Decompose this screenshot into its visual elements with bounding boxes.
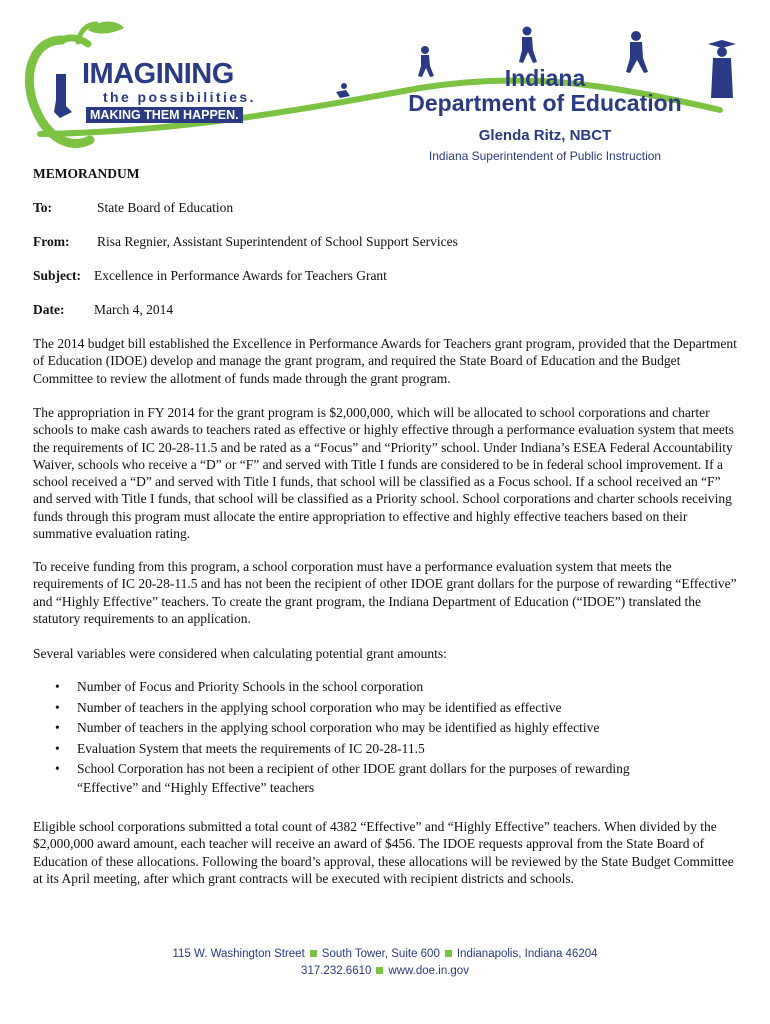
letterhead <box>0 0 770 170</box>
logo-possibilities: the possibilities. <box>103 89 256 105</box>
list-item: • Evaluation System that meets the requirements of IC 20-28-11.5 <box>33 739 723 760</box>
subject-value: Excellence in Performance Awards for Teachers Grant <box>94 268 387 283</box>
to-value: State Board of Education <box>97 200 234 215</box>
footer-city: Indianapolis, Indiana 46204 <box>456 948 598 960</box>
subject-label: Subject: <box>33 268 81 283</box>
footer-suite: South Tower, Suite 600 <box>321 948 440 960</box>
paragraph-4: Several variables were considered when calculating potential grant amounts: <box>33 646 447 661</box>
paragraph-3: To receive funding from this program, a school corporation must have a performance evaluation system that meets the requirements of IC 20-28-11.5 and has not been the recipient of other IDOE grant dollars for the purpose of rewarding “Effective” and “Highly Effective” teachers. To create the grant program, the Indiana Department of Education (“IDOE”) translated the statutory requirements to an application. <box>33 559 737 626</box>
square-bullet-icon <box>445 950 452 957</box>
square-bullet-icon <box>376 967 383 974</box>
list-item: • Number of Focus and Priority Schools in the school corporation <box>33 677 723 698</box>
org-name-line1: Indiana <box>504 65 586 91</box>
footer-website[interactable]: www.doe.in.gov <box>388 965 469 977</box>
paragraph-5: Eligible school corporations submitted a total count of 4382 “Effective” and “Highly Effective” teachers. When divided by the $2,000,000 award amount, each teacher will receive an award of $456. The IDOE requests approval from the State Board of Education of these allocations. Following the board’s approval, these allocations will be reviewed by the State Budget Committee at its April meeting, after which grant contracts will be executed with recipient districts and schools. <box>33 819 734 886</box>
child-crawling-icon <box>336 83 350 98</box>
list-item: • Number of teachers in the applying school corporation who may be identified as highly effective <box>33 718 723 739</box>
org-name-line2: Department of Education <box>408 90 682 116</box>
variables-list <box>33 677 723 797</box>
footer-address <box>0 948 770 960</box>
superintendent-title: Indiana Superintendent of Public Instruction <box>428 149 662 163</box>
footer-contact <box>0 965 770 977</box>
footer-phone: 317.232.6610 <box>301 965 372 977</box>
graduate-icon <box>708 40 736 98</box>
date-value: March 4, 2014 <box>94 302 174 317</box>
memo-heading: MEMORANDUM <box>33 166 140 181</box>
logo-imagining: IMAGINING <box>82 58 234 90</box>
paragraph-2: The appropriation in FY 2014 for the grant program is $2,000,000, which will be allocated to school corporations and charter schools to make cash awards to teachers rated as effective or highly effective through a performance evaluation system that meets the requirements of IC 20-28-11.5 and be rated as a “Focus” and “Priority” school. Under Indiana’s ESEA Federal Accountability Waiver, schools who receive a “D” or “F” and served with Title I funds are considered to be in federal school improvement. If a school received a “D” and served with Title I funds, that school will be classified as a Focus school. If a school received an “F” and served with Title I funds, that school will be classified as a Priority school. School corporations and charter schools receiving funds through this program must allocate the entire appropriation to effective and highly effective teachers based on their summative evaluation rating. <box>33 405 734 542</box>
list-item: • School Corporation has not been a recipient of other IDOE grant dollars for the purposes of rewarding “Effective” and “Highly Effective” teachers <box>33 759 723 797</box>
from-label: From: <box>33 234 70 249</box>
superintendent-name: Glenda Ritz, NBCT <box>478 127 612 144</box>
student-walking-icon <box>519 27 537 64</box>
footer-street: 115 W. Washington Street <box>172 948 305 960</box>
from-value: Risa Regnier, Assistant Superintendent of School Support Services <box>97 234 458 249</box>
to-label: To: <box>33 200 53 215</box>
logo-tagline: MAKING THEM HAPPEN. <box>86 107 243 123</box>
list-item: • Number of teachers in the applying school corporation who may be identified as effective <box>33 698 723 719</box>
paragraph-1: The 2014 budget bill established the Excellence in Performance Awards for Teachers grant program, provided that the Department of Education (IDOE) develop and manage the grant program, and required the State Board of Education and the Budget Committee to review the allotment of funds made through the grant program. <box>33 336 737 386</box>
indiana-state-icon <box>54 74 72 118</box>
date-label: Date: <box>33 302 65 317</box>
square-bullet-icon <box>310 950 317 957</box>
